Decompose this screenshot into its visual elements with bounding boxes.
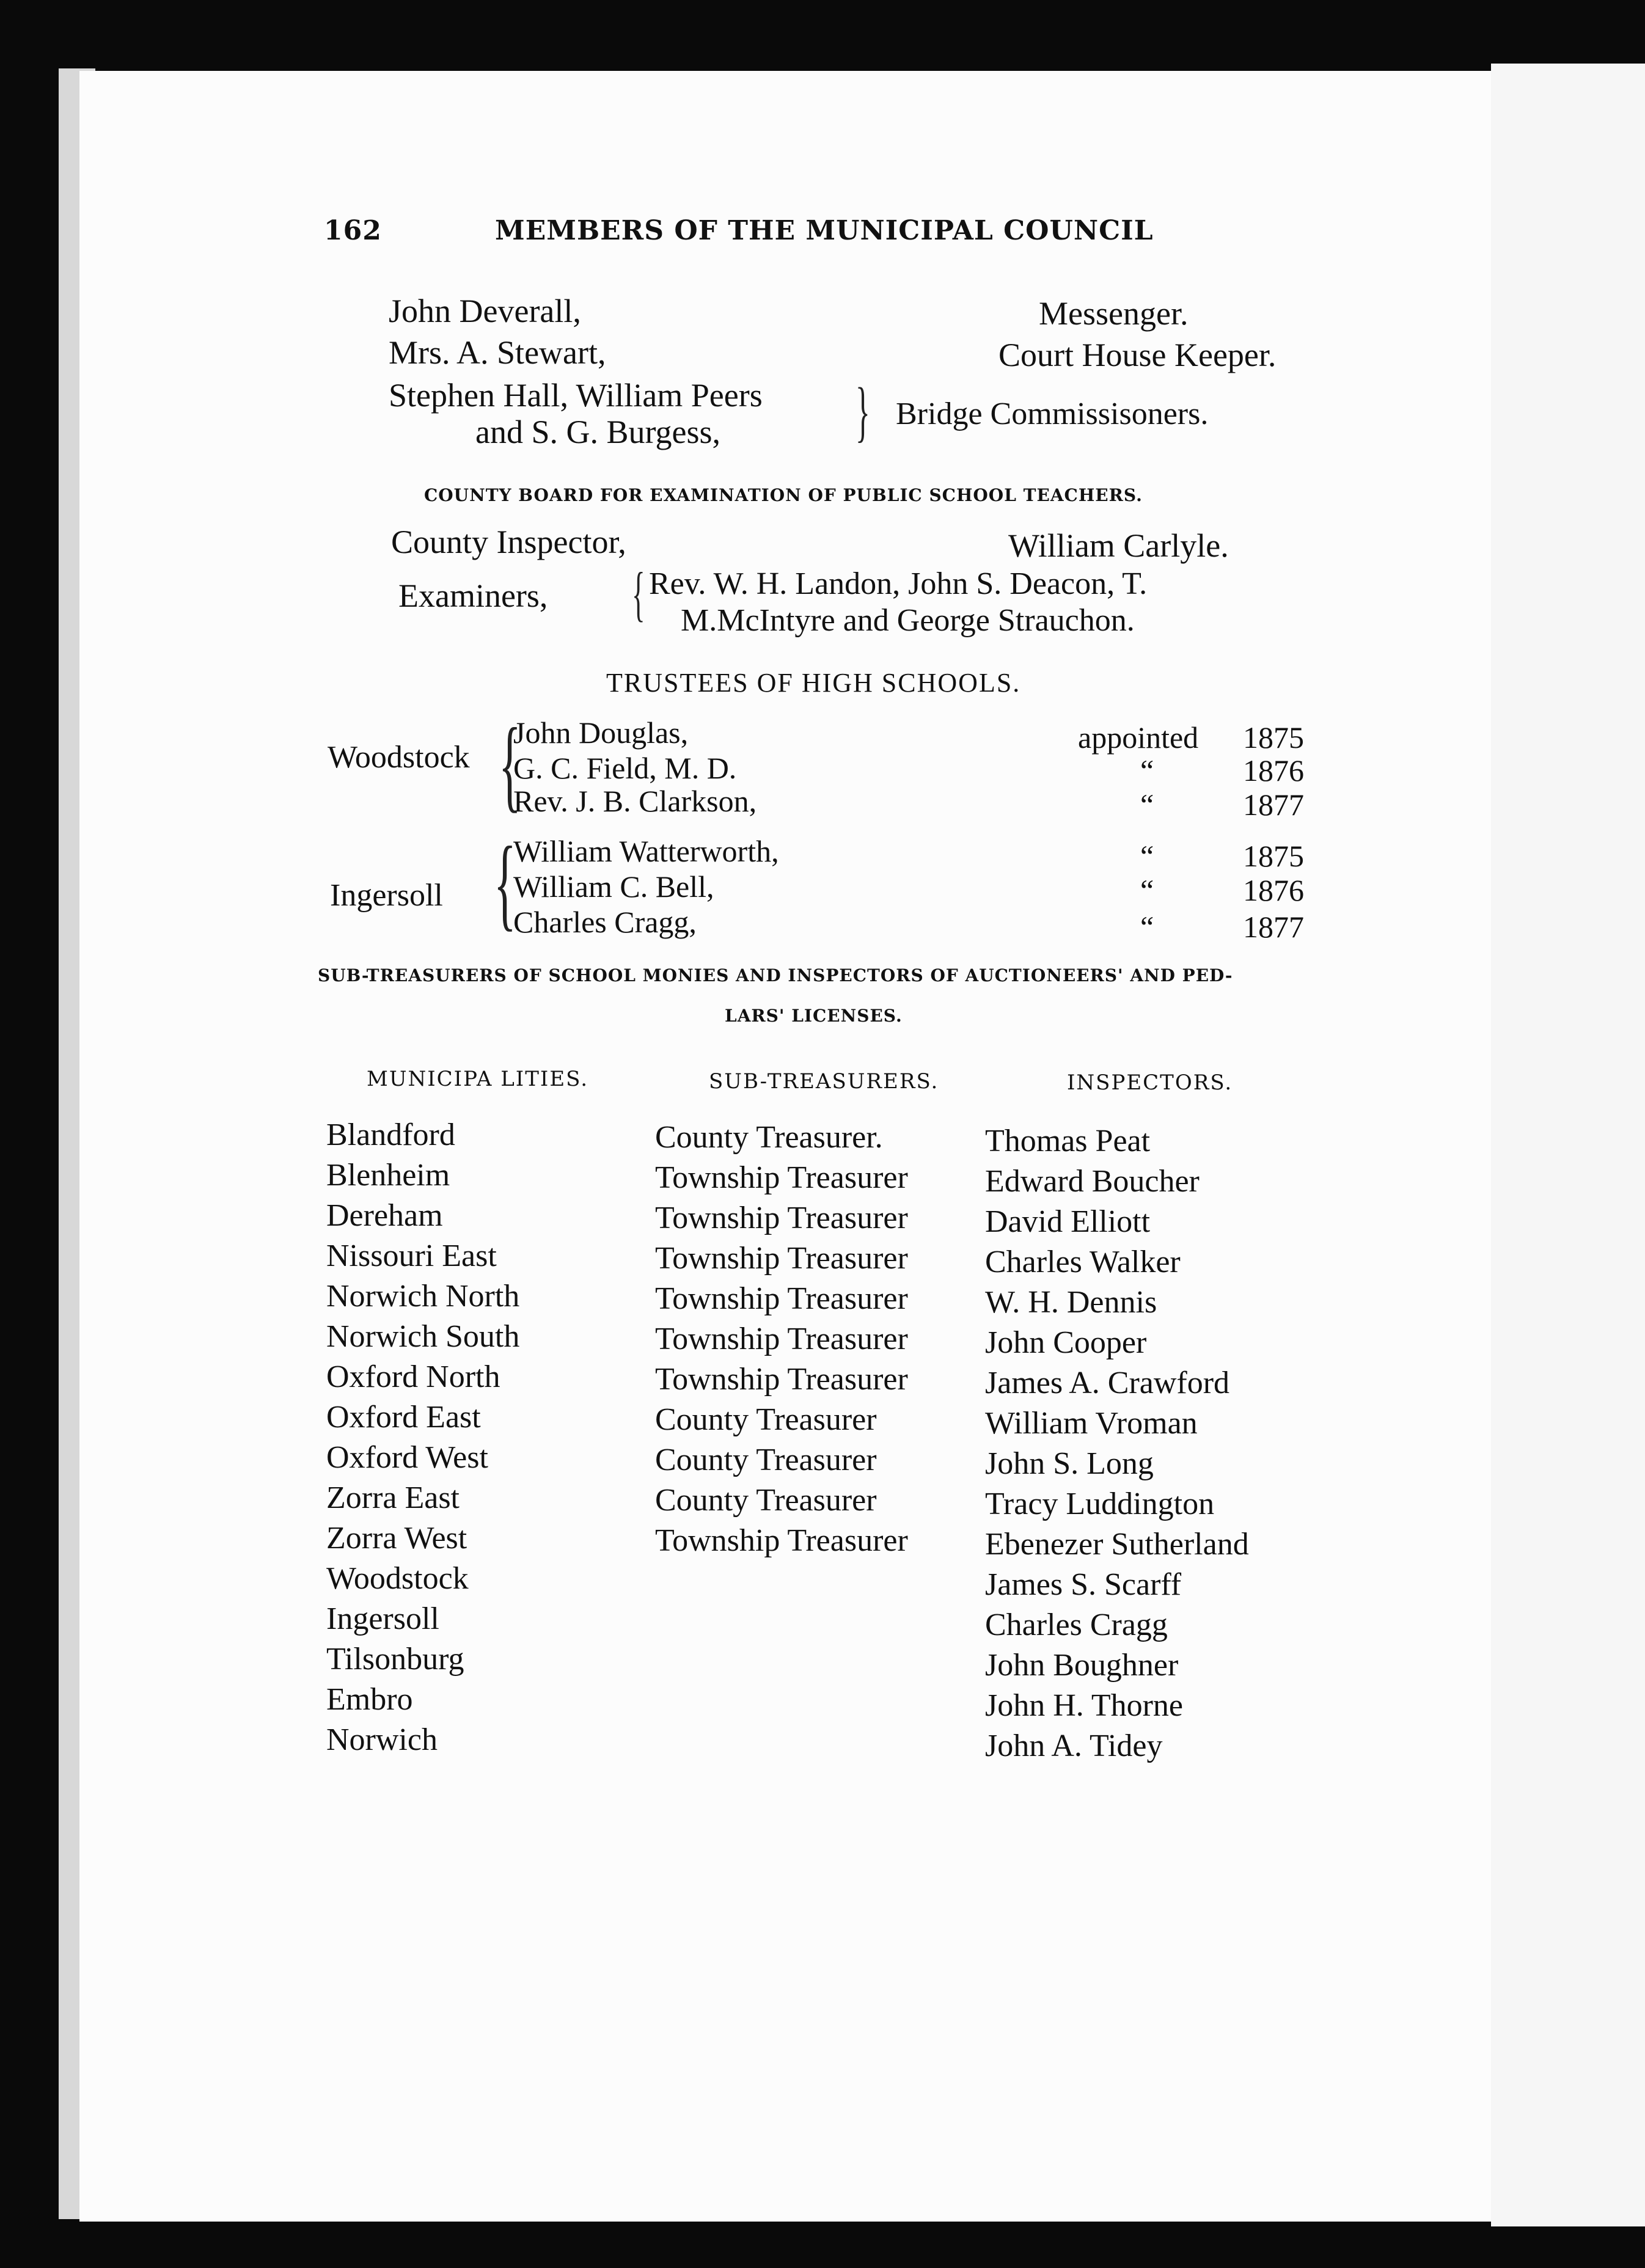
inspector-cell: James S. Scarff [985,1567,1182,1602]
page-title: MEMBERS OF THE MUNICIPAL COUNCIL [495,215,1154,246]
trustee-year: 1875 [1243,839,1304,873]
inspector-cell: James A. Crawford [985,1366,1230,1400]
trustee-name: Rev. J. B. Clarkson, [513,784,757,818]
municipality-cell: Zorra West [326,1521,467,1556]
municipality-cell: Woodstock [326,1561,469,1596]
inspector-cell: Charles Cragg [985,1608,1168,1642]
sub-treasurer-cell: County Treasurer [655,1483,877,1518]
inspector-cell: John A. Tidey [985,1728,1163,1763]
sub-treasurers-heading: SUB-TREASURERS OF SCHOOL MONIES AND INSPECTORS OF AUCTIONEERS' AND PED- [318,965,1233,986]
sub-treasurer-cell: County Treasurer [655,1402,877,1437]
trustee-note: appointed [1078,720,1199,755]
facing-page-edge [1491,64,1645,2226]
book-page [79,71,1491,2222]
trustee-name: G. C. Field, M. D. [513,751,737,785]
left-brace: { [494,825,516,940]
sub-treasurer-cell: County Treasurer [655,1443,877,1477]
col-header-inspectors: INSPECTORS. [1067,1070,1233,1095]
sub-treasurer-cell: Township Treasurer [655,1362,908,1397]
municipality-cell: Oxford North [326,1359,500,1394]
sub-treasurer-cell: Township Treasurer [655,1523,908,1558]
left-brace: { [499,707,521,822]
inspector-cell: John Cooper [985,1325,1147,1360]
municipality-cell: Blandford [326,1118,455,1152]
trustee-place: Woodstock [328,740,470,775]
trustee-year: 1876 [1243,873,1304,907]
municipality-cell: Norwich North [326,1279,520,1314]
inspector-cell: Tracy Luddington [985,1487,1215,1521]
officer-name: John Deverall, [389,293,581,329]
trustee-year: 1877 [1243,910,1304,944]
sub-treasurer-cell: Township Treasurer [655,1160,908,1195]
right-brace: } [855,374,870,448]
examiners-line-2: M.McIntyre and George Strauchon. [681,603,1135,638]
col-header-sub-treasurers: SUB-TREASURERS. [709,1069,939,1094]
trustee-name: William C. Bell, [513,869,714,904]
sub-treasurer-cell: County Treasurer. [655,1120,883,1155]
bridge-role: Bridge Commissisoners. [896,397,1209,431]
municipality-cell: Zorra East [326,1480,460,1515]
municipality-cell: Norwich South [326,1319,520,1354]
officer-role: Court House Keeper. [998,337,1277,373]
bridge-line-2: and S. G. Burgess, [475,414,721,450]
trustee-note: “ [1140,753,1154,788]
trustee-place: Ingersoll [330,878,443,913]
inspector-cell: John Boughner [985,1648,1179,1683]
county-board-heading: COUNTY BOARD FOR EXAMINATION OF PUBLIC SCHOOL TEACHERS. [424,485,1143,505]
inspector-cell: Charles Walker [985,1245,1181,1279]
trustee-year: 1877 [1243,788,1304,822]
inspector-cell: Thomas Peat [985,1124,1151,1158]
bridge-line-1: Stephen Hall, William Peers [389,377,763,414]
inspector-cell: Edward Boucher [985,1164,1200,1199]
trustee-year: 1875 [1243,720,1304,755]
page-number: 162 [324,215,382,246]
inspector-cell: John S. Long [985,1446,1154,1481]
municipality-cell: Norwich [326,1722,438,1757]
municipality-cell: Oxford East [326,1400,481,1435]
inspector-name: William Carlyle. [1008,527,1229,564]
trustees-heading: TRUSTEES OF HIGH SCHOOLS. [606,668,1021,698]
trustee-note: “ [1140,873,1154,907]
trustee-name: Charles Cragg, [513,905,697,939]
municipality-cell: Nissouri East [326,1238,497,1273]
inspector-cell: David Elliott [985,1204,1151,1239]
left-brace: { [632,560,645,627]
municipality-cell: Dereham [326,1198,443,1233]
municipality-cell: Oxford West [326,1440,488,1475]
trustee-year: 1876 [1243,753,1304,788]
examiners-label: Examiners, [398,577,548,614]
trustee-note: “ [1140,788,1154,822]
officer-name: Mrs. A. Stewart, [389,334,606,371]
sub-treasurer-cell: Township Treasurer [655,1281,908,1316]
trustee-name: William Watterworth, [513,834,779,868]
inspector-cell: William Vroman [985,1406,1198,1441]
municipality-cell: Ingersoll [326,1601,439,1636]
inspector-cell: Ebenezer Sutherland [985,1527,1249,1562]
sub-treasurers-heading-2: LARS' LICENSES. [725,1006,903,1026]
examiners-line-1: Rev. W. H. Landon, John S. Deacon, T. [649,566,1148,601]
officer-role: Messenger. [1039,295,1189,332]
municipality-cell: Tilsonburg [326,1642,464,1677]
municipality-cell: Blenheim [326,1158,450,1193]
col-header-municipalities: MUNICIPA LITIES. [367,1067,589,1091]
trustee-note: “ [1140,839,1154,873]
trustee-note: “ [1140,910,1154,944]
trustee-name: John Douglas, [513,715,689,750]
sub-treasurer-cell: Township Treasurer [655,1241,908,1276]
sub-treasurer-cell: Township Treasurer [655,1201,908,1235]
inspector-label: County Inspector, [391,524,626,560]
municipality-cell: Embro [326,1682,413,1717]
inspector-cell: John H. Thorne [985,1688,1184,1723]
sub-treasurer-cell: Township Treasurer [655,1322,908,1356]
inspector-cell: W. H. Dennis [985,1285,1157,1320]
